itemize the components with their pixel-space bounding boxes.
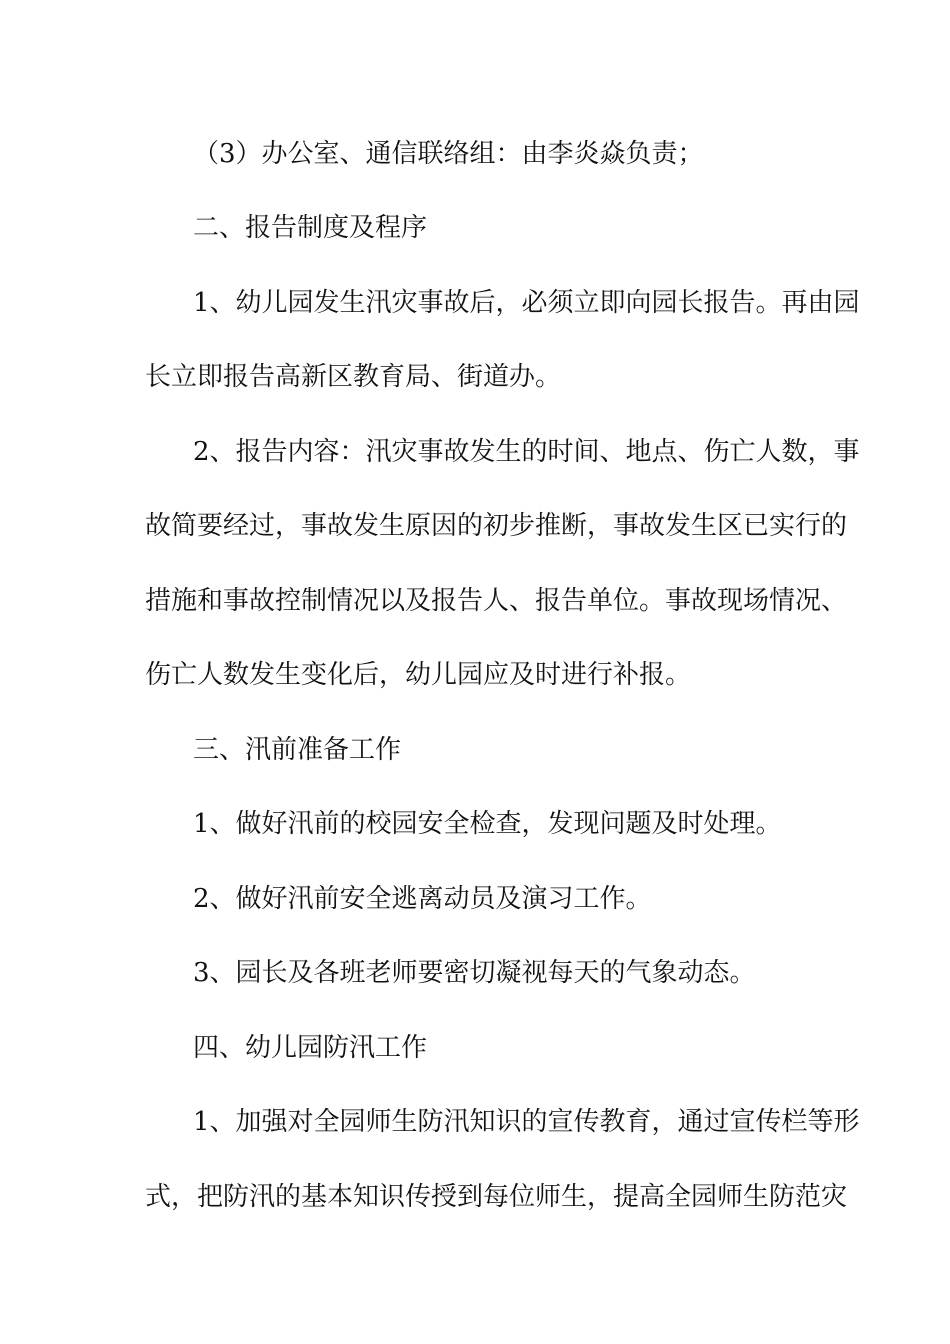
heading-flood-prevention: 四、幼儿园防汛工作	[193, 1033, 428, 1063]
line-prep-2: 2、做好汛前安全逃离动员及演习工作。	[193, 884, 652, 914]
line-prevention-1b: 式，把防汛的基本知识传授到每位师生，提高全园师生防范灾	[145, 1182, 848, 1212]
line-prevention-1a: 1、加强对全园师生防汛知识的宣传教育，通过宣传栏等形	[193, 1107, 860, 1137]
line-report-1a: 1、幼儿园发生汛灾事故后，必须立即向园长报告。再由园	[193, 288, 860, 318]
line-report-1b: 长立即报告高新区教育局、街道办。	[145, 362, 562, 392]
line-prep-1: 1、做好汛前的校园安全检查，发现问题及时处理。	[193, 809, 782, 839]
line-report-2a: 2、报告内容：汛灾事故发生的时间、地点、伤亡人数，事	[193, 437, 860, 467]
line-report-2c: 措施和事故控制情况以及报告人、报告单位。事故现场情况、	[145, 586, 848, 616]
heading-pre-flood-prep: 三、汛前准备工作	[193, 735, 402, 765]
line-office-group: （3）办公室、通信联络组：由李炎焱负责；	[193, 139, 704, 169]
heading-reporting-system: 二、报告制度及程序	[193, 213, 428, 243]
line-report-2b: 故简要经过，事故发生原因的初步推断，事故发生区已实行的	[145, 511, 848, 541]
line-report-2d: 伤亡人数发生变化后，幼儿园应及时进行补报。	[145, 660, 692, 690]
line-prep-3: 3、园长及各班老师要密切凝视每天的气象动态。	[193, 958, 756, 988]
